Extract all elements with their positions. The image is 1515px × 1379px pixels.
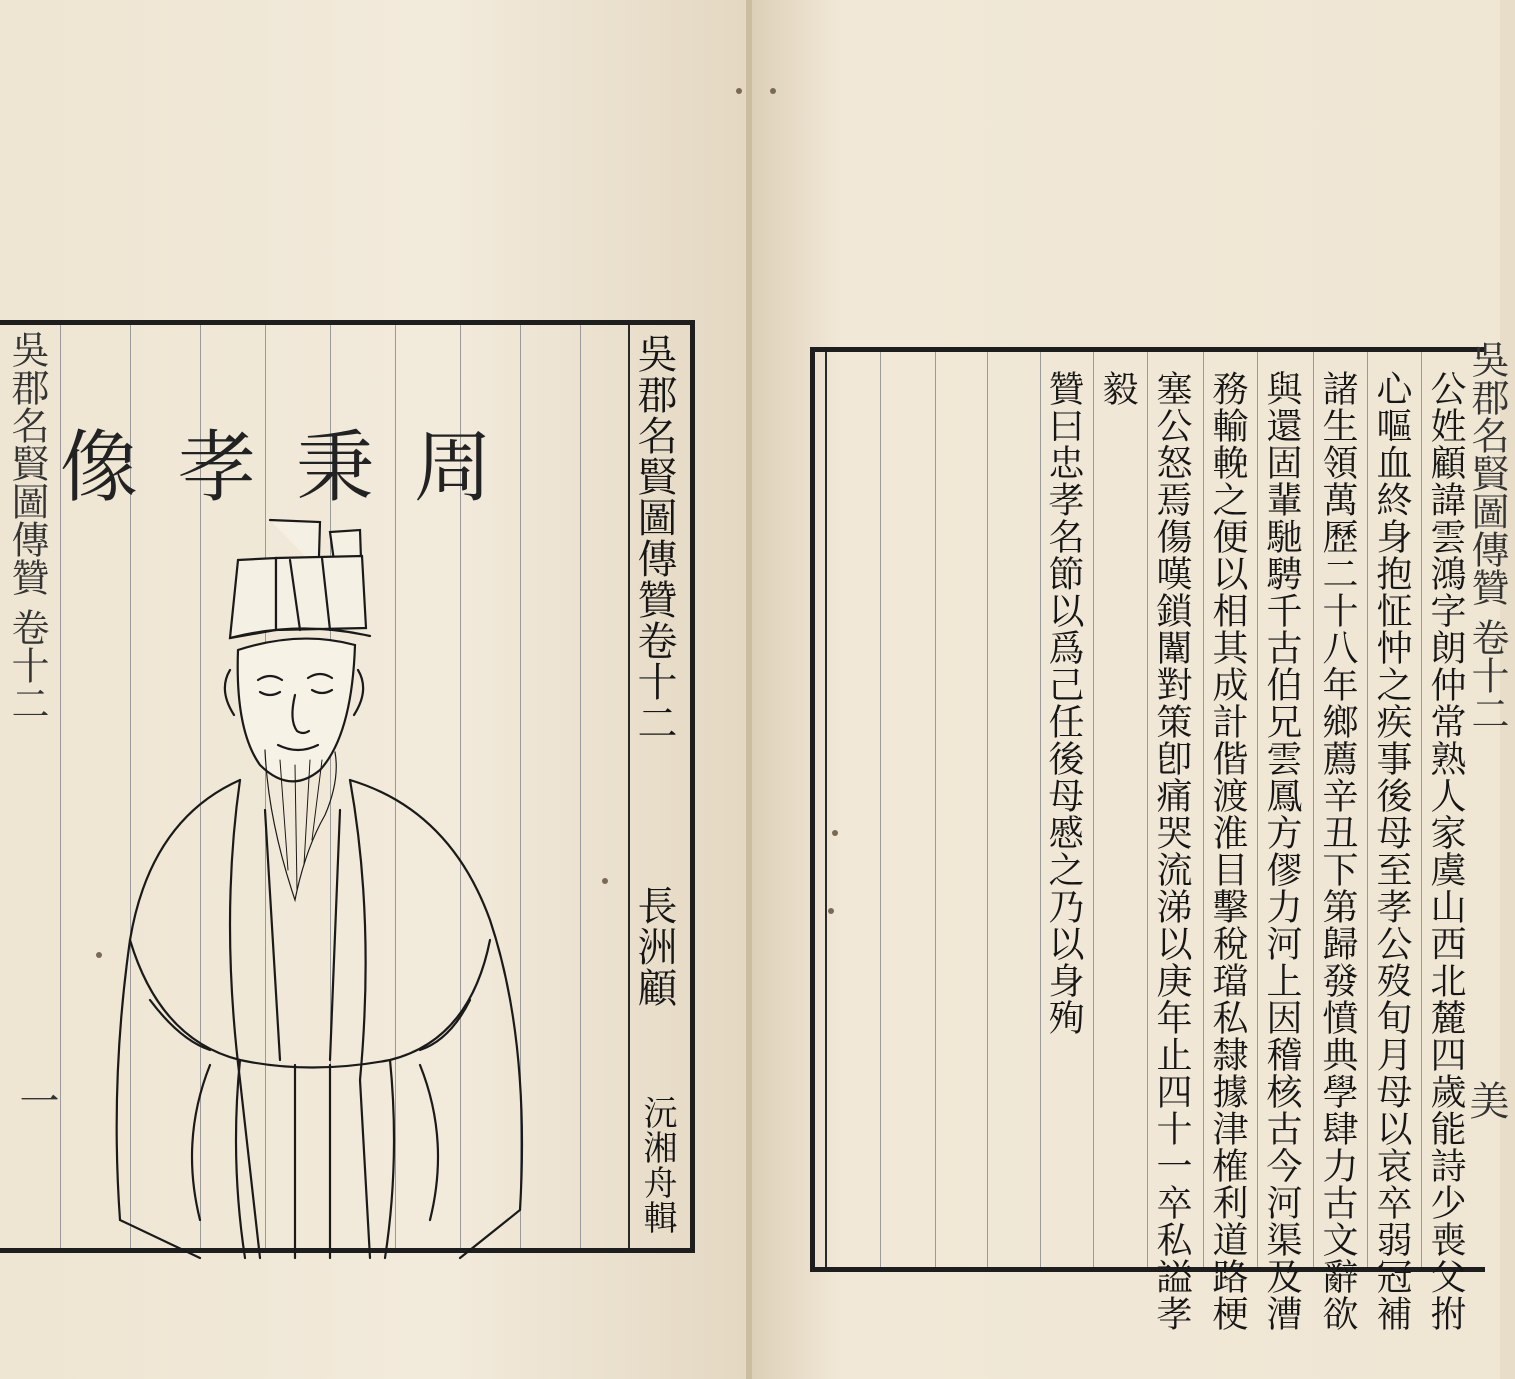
text-column-4: 與還固輩馳騁千古伯兄雲鳳方僇力河上因稽核古今河渠及漕 — [1261, 370, 1302, 1332]
book-title: 吳郡名賢圖傳贊卷十二 — [631, 333, 677, 743]
text-column-5: 務輸輓之便以相其成計偕渡淮目擊稅璫私隸據津榷利道路梗 — [1207, 370, 1248, 1332]
text-column-7: 毅 — [1097, 370, 1138, 407]
text-column-6: 塞公怒焉傷嘆鎖闈對策卽痛哭流涕以庚年止四十一卒私謚孝 — [1151, 370, 1192, 1332]
editor-name-left: 長洲顧 — [631, 885, 677, 1008]
scholar-portrait-image — [90, 520, 570, 1260]
right-edge-mark: 美 — [1463, 1080, 1509, 1120]
left-edge-title: 吳郡名賢圖傳贊 卷十二 — [5, 330, 49, 723]
portrait-title-seal: 周秉孝像 — [60, 423, 533, 513]
right-page-frame — [810, 347, 1485, 1332]
text-column-1: 公姓顧諱雲鴻字朗仲常熟人家虞山西北麓四歲能詩少喪父拊 — [1425, 370, 1466, 1332]
right-edge-title: 吳郡名賢圖傳贊 卷十二 — [1465, 340, 1509, 733]
bleedthrough-text — [40, 345, 95, 383]
editor-name-right: 沅湘舟輯 — [637, 1095, 677, 1235]
left-page — [0, 0, 748, 1379]
right-page — [752, 0, 1509, 1379]
text-column-3: 諸生領萬歷二十八年鄉薦辛丑下第歸發憤典學肆力古文辭欲 — [1317, 370, 1358, 1332]
left-edge-number: 一 — [13, 1080, 59, 1120]
text-column-8: 贊曰忠孝名節以爲己任後母慼之乃以身殉 — [1043, 370, 1084, 1036]
text-column-2: 心嘔血終身抱怔忡之疾事後母至孝公歿旬月母以哀卒弱冠補 — [1371, 370, 1412, 1332]
